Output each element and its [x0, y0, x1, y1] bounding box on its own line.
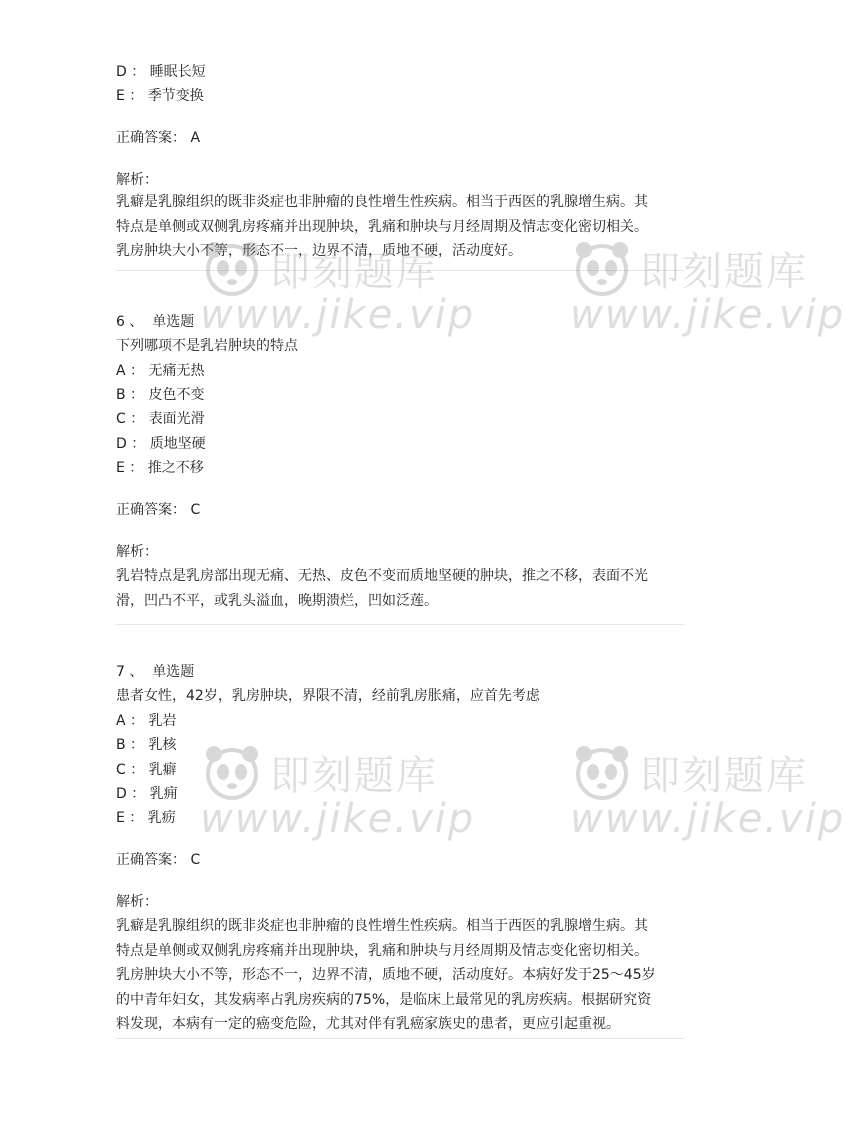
q6-number: 6 、: [116, 314, 144, 330]
divider: [116, 270, 684, 271]
q5-analysis-label: 解析：: [116, 172, 158, 188]
q6-option-e[interactable]: E ： 推之不移: [116, 460, 204, 476]
q6-type: 单选题: [152, 314, 195, 330]
panda-logo-icon: [570, 740, 634, 804]
q5-answer: 正确答案： A: [116, 130, 201, 146]
watermark-url: www.jike.vip: [570, 796, 845, 842]
watermark-brand: 即刻题库: [270, 249, 438, 295]
q6-analysis-text: 乳岩特点是乳房部出现无痛、无热、皮色不变而质地坚硬的肿块，推之不移，表面不光 滑，凹凸不平，或乳头溢血，晚期溃烂，凹如泛莲。: [116, 568, 648, 609]
watermark-brand: 即刻题库: [640, 753, 808, 799]
q5-answer-value: A: [190, 130, 201, 146]
q7-option-d[interactable]: D ： 乳痈: [116, 786, 178, 802]
watermark-url: www.jike.vip: [200, 292, 476, 338]
q6-question: 下列哪项不是乳岩肿块的特点: [116, 338, 298, 354]
q6-option-c[interactable]: C ： 表面光滑: [116, 411, 205, 427]
watermark-url: www.jike.vip: [200, 796, 476, 842]
q7-option-a[interactable]: A ： 乳岩: [116, 713, 177, 729]
q6-analysis-label: 解析：: [116, 544, 158, 560]
panda-logo-icon: [200, 740, 264, 804]
watermark-brand: 即刻题库: [270, 753, 438, 799]
q7-analysis-text: 乳癖是乳腺组织的既非炎症也非肿瘤的良性增生性疾病。相当于西医的乳腺增生病。其 特点是单侧或双侧乳房疼痛并出现肿块，乳痛和肿块与月经周期及情志变化密切相关。 乳房肿块大小不等，形态不一，边界不清，质地不硬，活动度好。本病好发于25～45岁 的中青年妇女，其发病率占乳房疾病的75%，是临床上最常见的乳房疾病。根据研究资 料发现，本病有一定的癌变危险，尤其对伴有乳癌家族史的患者，更应引起重视。: [116, 918, 656, 1032]
q7-type: 单选题: [152, 664, 195, 680]
divider: [116, 1038, 684, 1039]
q7-option-e[interactable]: E ： 乳疬: [116, 810, 176, 826]
q6-answer: 正确答案： C: [116, 502, 201, 518]
q7-answer: 正确答案： C: [116, 852, 201, 868]
q7-header: [116, 662, 194, 682]
q6-answer-value: C: [190, 502, 201, 518]
q7-answer-value: C: [190, 852, 201, 868]
divider: [116, 624, 684, 625]
q5-analysis-text: 乳癖是乳腺组织的既非炎症也非肿瘤的良性增生性疾病。相当于西医的乳腺增生病。其 特点是单侧或双侧乳房疼痛并出现肿块，乳痛和肿块与月经周期及情志变化密切相关。 乳房肿块大小不等，形态不一，边界不清，质地不硬，活动度好。: [116, 194, 648, 259]
watermark: [200, 740, 476, 860]
q7-number: 7 、: [116, 664, 144, 680]
q7-option-c[interactable]: C ： 乳癖: [116, 762, 177, 778]
watermark-url: www.jike.vip: [570, 292, 845, 338]
q7-question: 患者女性，42岁，乳房肿块，界限不清，经前乳房胀痛，应首先考虑: [116, 688, 540, 704]
q7-option-b[interactable]: B ： 乳核: [116, 737, 177, 753]
watermark-brand: 即刻题库: [640, 249, 808, 295]
q6-header: [116, 312, 194, 332]
q7-analysis-label: 解析：: [116, 894, 158, 910]
q6-option-d[interactable]: D ： 质地坚硬: [116, 436, 206, 452]
q5-option-d[interactable]: D ： 睡眠长短: [116, 64, 206, 80]
q5-option-e[interactable]: E ： 季节变换: [116, 88, 204, 104]
q6-option-a[interactable]: A ： 无痛无热: [116, 363, 205, 379]
q6-option-b[interactable]: B ： 皮色不变: [116, 387, 205, 403]
watermark: [570, 740, 845, 860]
